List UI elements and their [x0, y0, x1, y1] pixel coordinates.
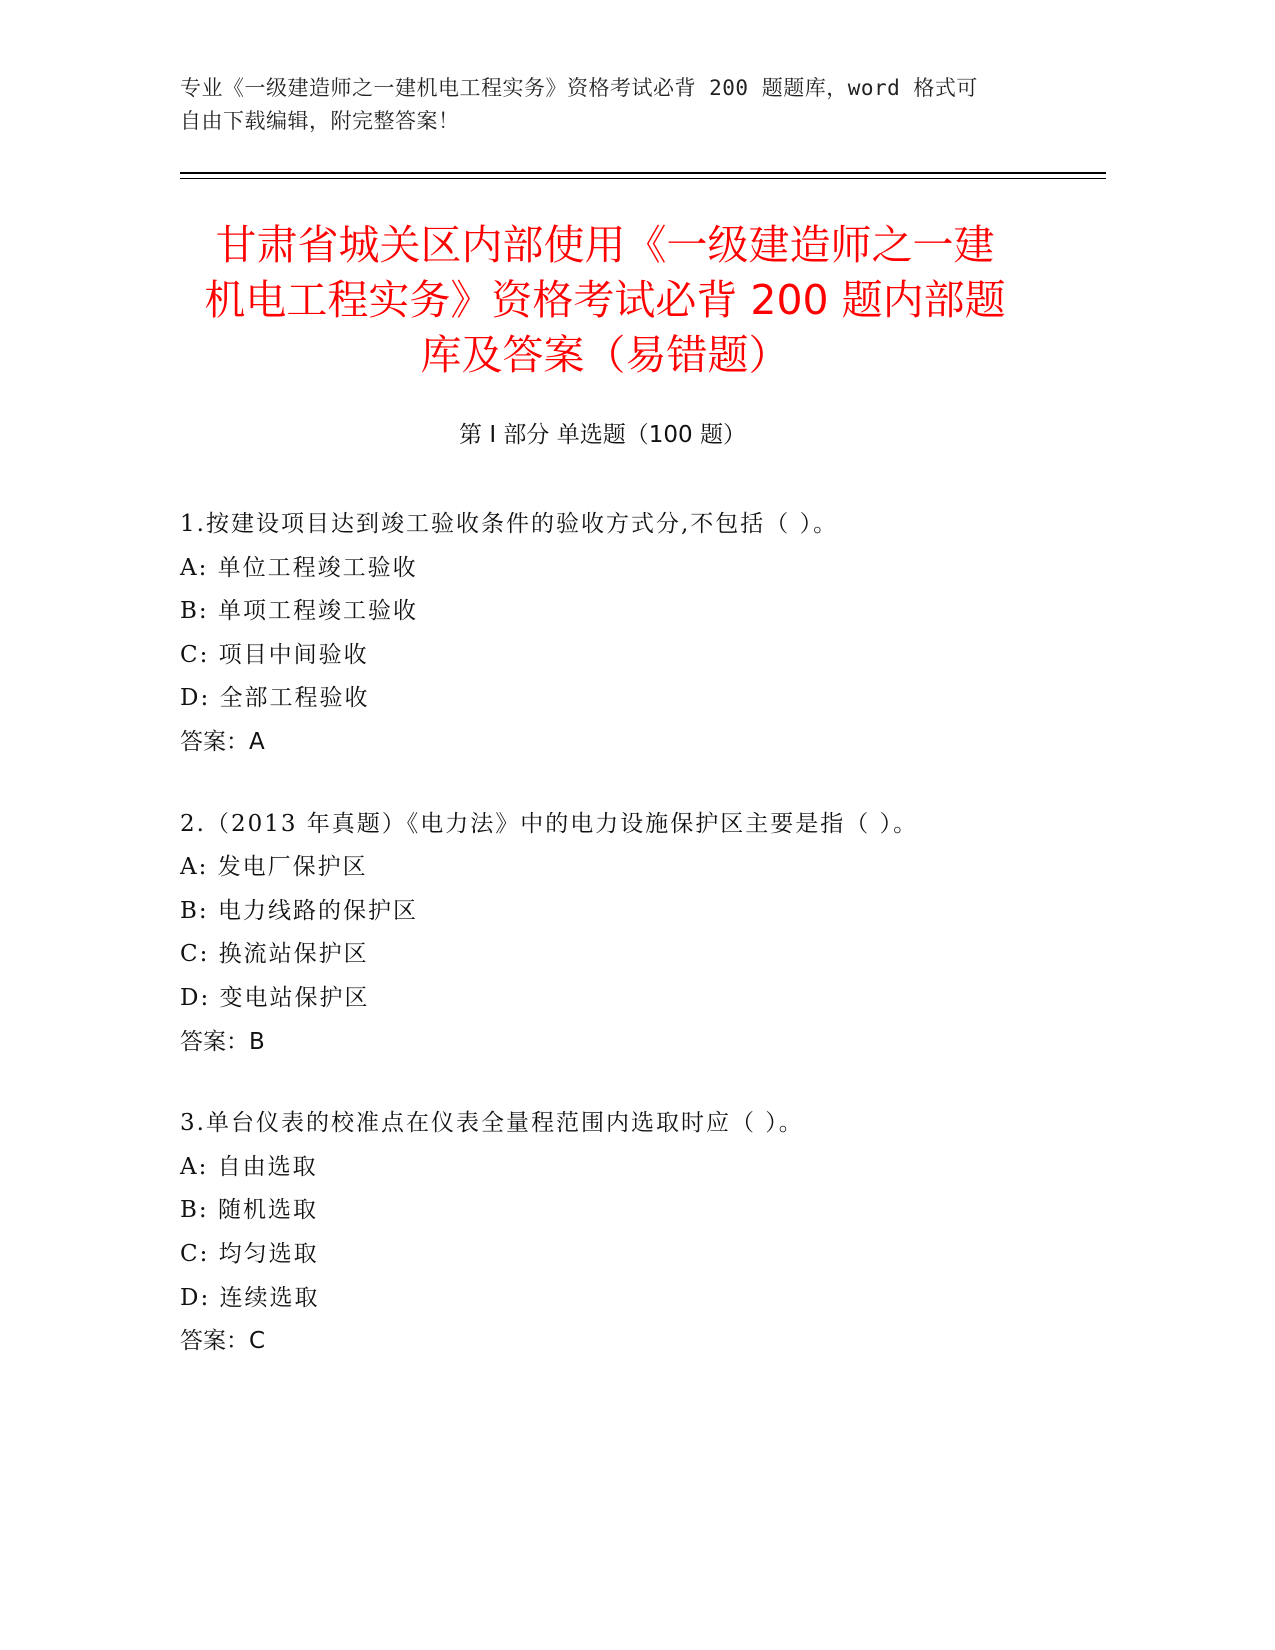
option-d: D: 全部工程验收	[180, 685, 370, 712]
header-divider-thin	[180, 178, 1106, 179]
header-divider-thick	[180, 172, 1106, 174]
title-line-2: 机电工程实务》资格考试必背 200 题内部题	[204, 276, 1006, 324]
answer: 答案：C	[180, 1328, 266, 1355]
option-c: C: 项目中间验收	[180, 641, 369, 668]
question-stem: 1.按建设项目达到竣工验收条件的验收方式分,不包括（ ）。	[180, 511, 839, 537]
question-3	[180, 1102, 1080, 1364]
header-note-line-2: 自由下载编辑，附完整答案！	[180, 109, 460, 133]
header-note-line-1: 专业《一级建造师之一建机电工程实务》资格考试必背 200 题题库，word 格式可	[180, 76, 978, 100]
title-line-1: 甘肃省城关区内部使用《一级建造师之一建	[215, 221, 995, 269]
document-title	[160, 218, 1050, 383]
question-2	[180, 803, 1080, 1065]
option-d: D: 变电站保护区	[180, 984, 370, 1011]
answer: 答案：B	[180, 1028, 265, 1055]
option-a: A: 发电厂保护区	[180, 854, 368, 881]
option-a: A: 自由选取	[180, 1153, 318, 1180]
title-line-3: 库及答案（易错题）	[420, 331, 790, 379]
header-note	[180, 72, 1040, 138]
answer: 答案：A	[180, 728, 265, 755]
option-b: B: 电力线路的保护区	[180, 897, 418, 924]
question-list	[180, 503, 1080, 1402]
section-heading: 第 I 部分 单选题（100 题）	[459, 422, 746, 448]
option-c: C: 换流站保护区	[180, 941, 369, 968]
question-stem: 2.（2013 年真题）《电力法》中的电力设施保护区主要是指（ ）。	[180, 810, 919, 837]
question-1	[180, 503, 1080, 765]
option-b: B: 单项工程竣工验收	[180, 598, 418, 625]
option-a: A: 单位工程竣工验收	[180, 554, 418, 581]
question-stem: 3.单台仪表的校准点在仪表全量程范围内选取时应（ ）。	[180, 1110, 804, 1137]
option-c: C: 均匀选取	[180, 1240, 319, 1267]
option-d: D: 连续选取	[180, 1284, 320, 1311]
option-b: B: 随机选取	[180, 1197, 318, 1224]
